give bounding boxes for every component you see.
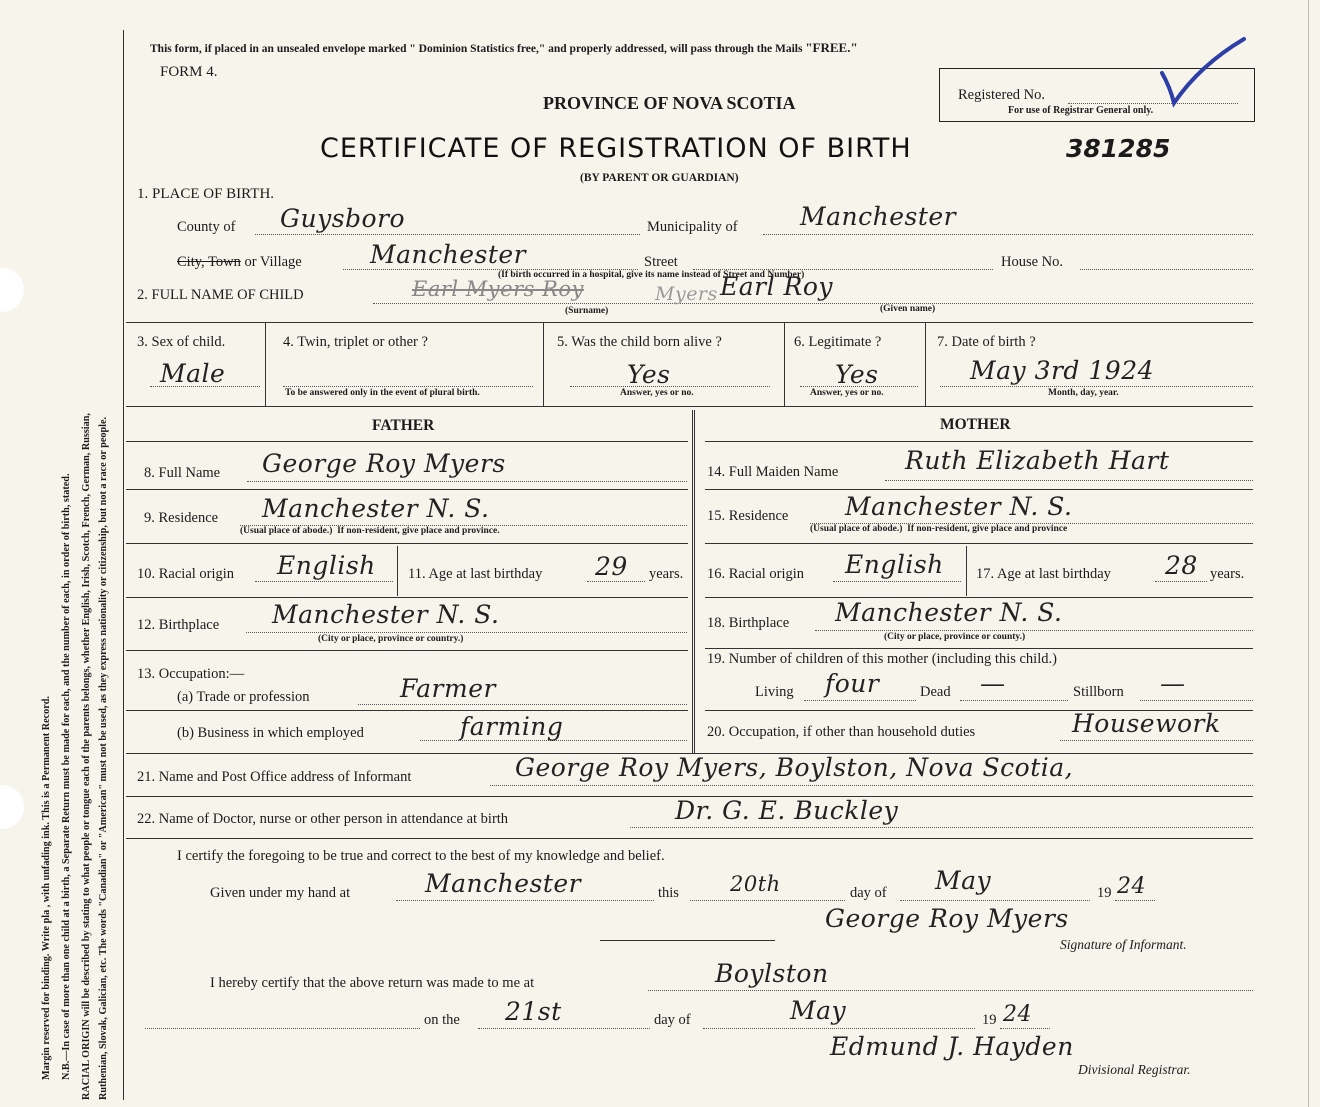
- child-surname-struck: Earl Myers Roy: [412, 277, 584, 301]
- given-label: Given under my hand at: [210, 885, 351, 901]
- father-race-value: English: [277, 551, 376, 580]
- mother-living-value: four: [825, 669, 880, 698]
- margin-note-multiple-births: N.B.—In case of more than one child at a birth, a Separate Return must be made for each, and the number of each, in order of birth, stated.: [61, 473, 72, 1080]
- registrar-year-value: 24: [1003, 1002, 1032, 1027]
- municipality-value: Manchester: [800, 202, 957, 231]
- margin-note-binding: Margin reserved for binding. Write pla , with unfading ink. This is a Permanent Record.: [41, 696, 52, 1080]
- registrar-signature-caption: Divisional Registrar.: [1078, 1062, 1191, 1077]
- house-no-label: House No.: [1001, 254, 1064, 270]
- mother-birthplace-note: (City or place, province or county.): [884, 632, 1026, 642]
- father-race-label: 10. Racial origin: [137, 566, 235, 582]
- child-surname-value: Myers: [655, 283, 718, 305]
- dob-note: Month, day, year.: [1048, 388, 1119, 398]
- place-heading: 1. PLACE OF BIRTH.: [137, 186, 275, 202]
- informant-signature: George Roy Myers: [825, 904, 1069, 933]
- twin-note: To be answered only in the event of plural birth.: [285, 388, 480, 398]
- certify-statement: I certify the foregoing to be true and correct to the best of my knowledge and belief.: [177, 848, 665, 864]
- given-month-value: May: [935, 866, 992, 895]
- rule-below-row3: [126, 406, 1253, 407]
- registrar-year-prefix: 19: [982, 1012, 997, 1028]
- mother-race-value: English: [845, 550, 944, 579]
- mother-years-label: years.: [1210, 566, 1245, 582]
- margin-note-racial-origin: RACIAL ORIGIN will be described by stating to what people or tongue each of the parents belongs, whether English, Irish, Scotch, French, German, Russian,: [81, 413, 92, 1100]
- mother-residence-note-a: (Usual place of abode.): [810, 524, 903, 534]
- mother-living-label: Living: [755, 684, 794, 700]
- doctor-value: Dr. G. E. Buckley: [675, 796, 899, 825]
- mail-notice-free: "FREE.": [805, 40, 858, 55]
- registered-label: Registered No.: [958, 87, 1045, 103]
- mother-birthplace-label: 18. Birthplace: [707, 615, 790, 631]
- parents-divider: [692, 410, 695, 753]
- margin-rule: [123, 30, 124, 1100]
- binding-hole-top: [0, 268, 24, 312]
- mother-age-label: 17. Age at last birthday: [976, 566, 1111, 582]
- child-name-label: 2. FULL NAME OF CHILD: [137, 287, 304, 303]
- father-years-label: years.: [649, 566, 684, 582]
- father-birthplace-value: Manchester N. S.: [272, 600, 500, 629]
- mother-stillborn-label: Stillborn: [1073, 684, 1124, 700]
- certificate-subtitle: (BY PARENT OR GUARDIAN): [580, 172, 739, 184]
- mother-stillborn-value: —: [1160, 669, 1186, 698]
- separator-rule: [600, 940, 775, 941]
- mother-residence-value: Manchester N. S.: [845, 492, 1073, 521]
- street-label: Street: [644, 254, 678, 270]
- doctor-label: 22. Name of Doctor, nurse or other person in attendance at birth: [137, 811, 509, 827]
- dob-label: 7. Date of birth ?: [937, 334, 1036, 350]
- father-business-value: farming: [460, 712, 564, 741]
- registrar-statement: I hereby certify that the above return was made to me at: [210, 975, 535, 991]
- mail-notice-text: This form, if placed in an unsealed envelope marked " Dominion Statistics free," and properly addressed, will pass through the Mails: [150, 43, 806, 55]
- given-this-label: this: [658, 885, 679, 901]
- mail-notice: [150, 40, 858, 56]
- sex-value: Male: [160, 359, 226, 388]
- child-given-value: Earl Roy: [720, 272, 834, 301]
- father-birthplace-note: (City or place, province or country.): [318, 634, 464, 644]
- father-name-label: 8. Full Name: [144, 465, 221, 481]
- form-number: FORM 4.: [160, 64, 218, 80]
- binding-hole-bottom: [0, 785, 24, 829]
- registrar-on-the-label: on the: [424, 1012, 460, 1028]
- certificate-title: CERTIFICATE OF REGISTRATION OF BIRTH: [320, 133, 912, 164]
- alive-label: 5. Was the child born alive ?: [557, 334, 722, 350]
- alive-note: Answer, yes or no.: [620, 388, 694, 398]
- mother-occupation-value: Housework: [1072, 709, 1221, 738]
- given-year-prefix: 19: [1097, 885, 1112, 901]
- dob-value: May 3rd 1924: [970, 356, 1155, 385]
- alive-value: Yes: [627, 360, 671, 389]
- mother-children-label: 19. Number of children of this mother (including this child.): [707, 651, 1057, 667]
- mother-age-value: 28: [1165, 551, 1198, 580]
- father-residence-note: [240, 526, 500, 536]
- father-business-label: (b) Business in which employed: [177, 725, 364, 741]
- mother-heading: MOTHER: [940, 416, 1011, 433]
- village-label: or Village: [240, 254, 302, 270]
- county-value: Guysboro: [280, 204, 406, 233]
- informant-value: George Roy Myers, Boylston, Nova Scotia,: [515, 753, 1074, 782]
- county-label: County of: [177, 219, 236, 235]
- father-birthplace-label: 12. Birthplace: [137, 617, 220, 633]
- page-edge-rule: [1308, 0, 1309, 1107]
- father-residence-note-a: (Usual place of abode.): [240, 526, 333, 536]
- mother-name-value: Ruth Elizabeth Hart: [905, 446, 1170, 475]
- father-trade-label: (a) Trade or profession: [177, 689, 310, 705]
- father-age-value: 29: [595, 552, 628, 581]
- mother-residence-note-b: If non-resident, give place and province: [907, 524, 1068, 534]
- sex-label: 3. Sex of child.: [137, 334, 226, 350]
- legitimate-label: 6. Legitimate ?: [794, 334, 882, 350]
- mother-birthplace-value: Manchester N. S.: [835, 598, 1063, 627]
- father-residence-value: Manchester N. S.: [262, 494, 490, 523]
- informant-label: 21. Name and Post Office address of Informant: [137, 769, 412, 785]
- mother-dead-label: Dead: [920, 684, 951, 700]
- mother-occupation-label: 20. Occupation, if other than household duties: [707, 724, 976, 740]
- surname-caption: (Surname): [565, 306, 609, 316]
- registrar-place-value: Boylston: [715, 959, 829, 988]
- father-name-value: George Roy Myers: [262, 449, 506, 478]
- registered-note: For use of Registrar General only.: [1008, 105, 1154, 116]
- municipality-label: Municipality of: [647, 219, 738, 235]
- informant-signature-caption: Signature of Informant.: [1060, 937, 1187, 952]
- registrar-signature: Edmund J. Hayden: [830, 1032, 1074, 1061]
- margin-note-nationality: Ruthenian, Slovak, Galician, etc. The words "Canadian" or "American" must not be used, as they express nationality or citizenship, but not a race or people.: [98, 416, 109, 1100]
- legitimate-value: Yes: [835, 360, 879, 389]
- twin-label: 4. Twin, triplet or other ?: [283, 334, 428, 350]
- check-mark-icon: [1140, 35, 1250, 110]
- legitimate-note: Answer, yes or no.: [810, 388, 884, 398]
- province-title: PROVINCE OF NOVA SCOTIA: [543, 93, 796, 113]
- rule-above-row3: [126, 322, 1253, 323]
- registrar-day-value: 21st: [505, 997, 562, 1026]
- father-residence-label: 9. Residence: [144, 510, 219, 526]
- given-caption: (Given name): [880, 304, 936, 314]
- hospital-note: (If birth occurred in a hospital, give its name instead of Street and Number): [498, 270, 805, 280]
- father-age-label: 11. Age at last birthday: [408, 566, 543, 582]
- given-place-value: Manchester: [425, 869, 582, 898]
- registrar-month-value: May: [790, 996, 847, 1025]
- mother-name-label: 14. Full Maiden Name: [707, 464, 839, 480]
- father-residence-note-b: If non-resident, give place and province.: [337, 526, 500, 536]
- given-day-of-label: day of: [850, 885, 887, 901]
- city-town-struck: City, Town: [177, 254, 241, 270]
- mother-dead-value: —: [980, 669, 1006, 698]
- mother-race-label: 16. Racial origin: [707, 566, 805, 582]
- registrar-day-of-label: day of: [654, 1012, 691, 1028]
- village-value: Manchester: [370, 240, 527, 269]
- city-town-label: [177, 254, 302, 271]
- given-year-value: 24: [1117, 874, 1146, 899]
- mother-residence-label: 15. Residence: [707, 508, 789, 524]
- father-trade-value: Farmer: [400, 674, 496, 703]
- father-heading: FATHER: [372, 417, 435, 434]
- given-day-value: 20th: [730, 872, 781, 896]
- mother-residence-note: [810, 524, 1067, 534]
- certificate-number: 381285: [1066, 134, 1171, 163]
- father-occupation-label: 13. Occupation:—: [137, 666, 245, 682]
